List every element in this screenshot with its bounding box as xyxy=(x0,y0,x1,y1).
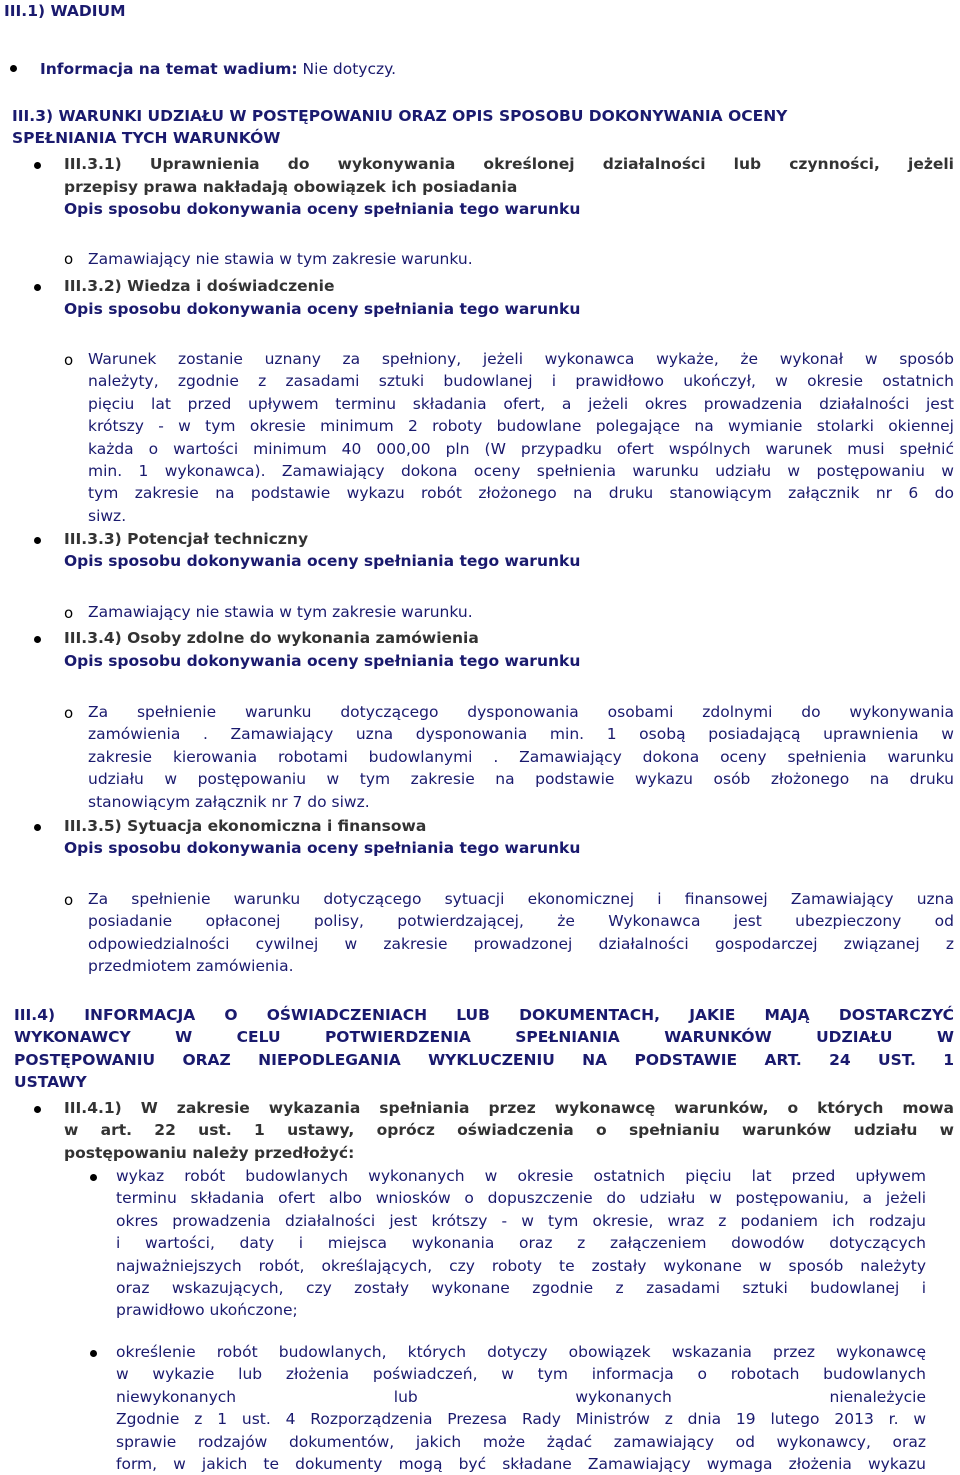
circle-bullet: o xyxy=(64,891,74,909)
item-3-2-title: III.3.2) Wiedza i doświadczenie xyxy=(64,277,335,295)
bullet xyxy=(90,1174,97,1181)
body-line: należyty, zgodnie z zasadami sztuki budowlanej i prawidłowo ukończył, w okresie ostatnich xyxy=(88,372,954,391)
section-heading-3-line1: III.3) WARUNKI UDZIAŁU W POSTĘPOWANIU ORAZ OPIS SPOSOBU DOKONYWANIA OCENY xyxy=(12,107,788,125)
desc-label: Opis sposobu dokonywania oceny spełniania tego warunku xyxy=(64,652,581,670)
item-3-1-title-line1: III.3.1) Uprawnienia do wykonywania określonej działalności lub czynności, jeżeli xyxy=(64,155,954,173)
heading-line: III.4) INFORMACJA O OŚWIADCZENIACH LUB DOKUMENTACH, JAKIE MAJĄ DOSTARCZYĆ xyxy=(14,1006,954,1024)
body-line: przedmiotem zamówienia. xyxy=(88,957,294,976)
item-3-3-title: III.3.3) Potencjał techniczny xyxy=(64,530,309,548)
body-line: każda o wartości minimum 40 000,00 pln (W przypadku ofert wspólnych warunek musi spełnić xyxy=(88,439,954,458)
body-line: siwz. xyxy=(88,506,127,525)
bullet xyxy=(90,1350,97,1357)
heading-line: POSTĘPOWANIU ORAZ NIEPODLEGANIA WYKLUCZENIU NA PODSTAWIE ART. 24 UST. 1 xyxy=(14,1050,954,1069)
body-line: form, w jakich te dokumenty mogą być składane Zamawiający wymaga złożenia wykazu xyxy=(116,1455,926,1474)
item-3-5-body xyxy=(88,888,954,978)
body-line: udziału w postępowaniu w tym zakresie na podstawie wykazu osób złożonego na druku xyxy=(88,770,954,789)
bullet xyxy=(34,1106,41,1113)
item-3-1-text: Zamawiający nie stawia w tym zakresie warunku. xyxy=(88,250,473,268)
bullet xyxy=(10,65,17,72)
body-line: najważniejszych robót, określających, czy roboty te zostały wykonane w sposób należyty xyxy=(116,1256,926,1275)
body-line: prawidłowo ukończone; xyxy=(116,1301,298,1320)
heading-line: WYKONAWCY W CELU POTWIERDZENIA SPEŁNIANIA WARUNKÓW UDZIAŁU W xyxy=(14,1028,954,1047)
desc-label: Opis sposobu dokonywania oceny spełniania tego warunku xyxy=(64,552,581,570)
body-line: terminu składania ofert albo wniosków o dopuszczenie do udziału w postępowaniu, a jeżeli xyxy=(116,1189,926,1208)
desc-label: Opis sposobu dokonywania oceny spełniania tego warunku xyxy=(64,839,581,857)
item-3-1-title-line2: przepisy prawa nakładają obowiązek ich posiadania xyxy=(64,178,518,196)
item-3-5-title: III.3.5) Sytuacja ekonomiczna i finansowa xyxy=(64,817,427,835)
body-line: pięciu lat przed upływem terminu składania ofert, a jeżeli okres prowadzenia działalności jest xyxy=(88,394,954,413)
body-line: niewykonanych lub wykonanych nienależycie xyxy=(116,1387,926,1406)
wadium-info xyxy=(40,58,396,80)
bullet xyxy=(34,162,41,169)
bullet xyxy=(34,284,41,291)
title-line: postępowaniu należy przedłożyć: xyxy=(64,1143,355,1162)
section-heading-wadium: III.1) WADIUM xyxy=(4,2,126,20)
item-3-4-title: III.3.4) Osoby zdolne do wykonania zamówienia xyxy=(64,629,479,647)
item-3-4-body xyxy=(88,701,954,813)
desc-label: Opis sposobu dokonywania oceny spełniania tego warunku xyxy=(64,300,581,318)
circle-bullet: o xyxy=(64,351,74,369)
body-line: sprawie rodzajów dokumentów, jakich może żądać zamawiający od wykonawcy, oraz xyxy=(116,1432,926,1451)
body-line: okres prowadzenia działalności jest krótszy - w tym okresie, wraz z podaniem ich rodzaju xyxy=(116,1211,926,1230)
bullet xyxy=(34,824,41,831)
body-line: Za spełnienie warunku dotyczącego sytuacji ekonomicznej i finansowej Zamawiający uzna xyxy=(88,890,954,908)
title-line: w art. 22 ust. 1 ustawy, oprócz oświadczenia o spełnianiu warunków udziału w xyxy=(64,1121,954,1140)
section-heading-4 xyxy=(14,1004,954,1094)
body-line: Warunek zostanie uznany za spełniony, jeżeli wykonawca wykaże, że wykonał w sposób xyxy=(88,350,954,368)
circle-bullet: o xyxy=(64,704,74,722)
body-line: posiadanie opłaconej polisy, potwierdzającej, że Wykonawca jest ubezpieczony od xyxy=(88,912,954,931)
body-line: min. 1 wykonawca). Zamawiający dokona oceny spełnienia warunku udziału w postępowaniu w xyxy=(88,462,954,481)
body-line: zamówienia . Zamawiający uzna dysponowania min. 1 osobą posiadającą uprawnienia w xyxy=(88,725,954,744)
wadium-info-label: Informacja na temat wadium: xyxy=(40,60,298,78)
circle-bullet: o xyxy=(64,250,74,268)
body-line: w wykazie lub złożenia poświadczeń, w tym informacja o robotach budowlanych xyxy=(116,1365,926,1384)
item-3-3-text: Zamawiający nie stawia w tym zakresie warunku. xyxy=(88,603,473,621)
body-line: wykaz robót budowlanych wykonanych w okresie ostatnich pięciu lat przed upływem xyxy=(116,1167,926,1185)
wadium-info-value: Nie dotyczy. xyxy=(302,60,397,78)
body-line: oraz wskazujących, czy zostały wykonane zgodnie z zasadami sztuki budowlanej i xyxy=(116,1279,926,1298)
body-line: zakresie kierowania robotami budowlanymi . Zamawiający dokona oceny spełnienia warunku xyxy=(88,747,954,766)
body-line: określenie robót budowlanych, których dotyczy obowiązek wskazania przez wykonawcę xyxy=(116,1343,926,1361)
body-line: tym zakresie na podstawie wykazu robót złożonego na druku stanowiącym załącznik nr 6 do xyxy=(88,484,954,503)
section-heading-3-line2: SPEŁNIANIA TYCH WARUNKÓW xyxy=(12,129,281,147)
circle-bullet: o xyxy=(64,604,74,622)
body-line: Za spełnienie warunku dotyczącego dysponowania osobami zdolnymi do wykonywania xyxy=(88,703,954,721)
bullet xyxy=(34,636,41,643)
heading-line: USTAWY xyxy=(14,1073,87,1092)
body-line: i wartości, daty i miejsca wykonania oraz z załączeniem dowodów dotyczących xyxy=(116,1234,926,1253)
list-item xyxy=(116,1165,926,1322)
body-line: stanowiącym załącznik nr 7 do siwz. xyxy=(88,792,370,811)
body-line: odpowiedzialności cywilnej w zakresie prowadzonej działalności gospodarczej związanej z xyxy=(88,934,954,953)
body-line: krótszy - w tym okresie minimum 2 roboty budowlane polegające na wymianie stolarki okiennej xyxy=(88,417,954,436)
title-line: III.4.1) W zakresie wykazania spełniania przez wykonawcę warunków, o których mowa xyxy=(64,1099,954,1117)
bullet xyxy=(34,537,41,544)
item-4-1-title xyxy=(64,1097,954,1164)
list-item xyxy=(116,1341,926,1475)
desc-label: Opis sposobu dokonywania oceny spełniania tego warunku xyxy=(64,200,581,218)
body-line: Zgodnie z 1 ust. 4 Rozporządzenia Prezesa Rady Ministrów z dnia 19 lutego 2013 r. w xyxy=(116,1410,926,1429)
item-3-2-body xyxy=(88,348,954,527)
